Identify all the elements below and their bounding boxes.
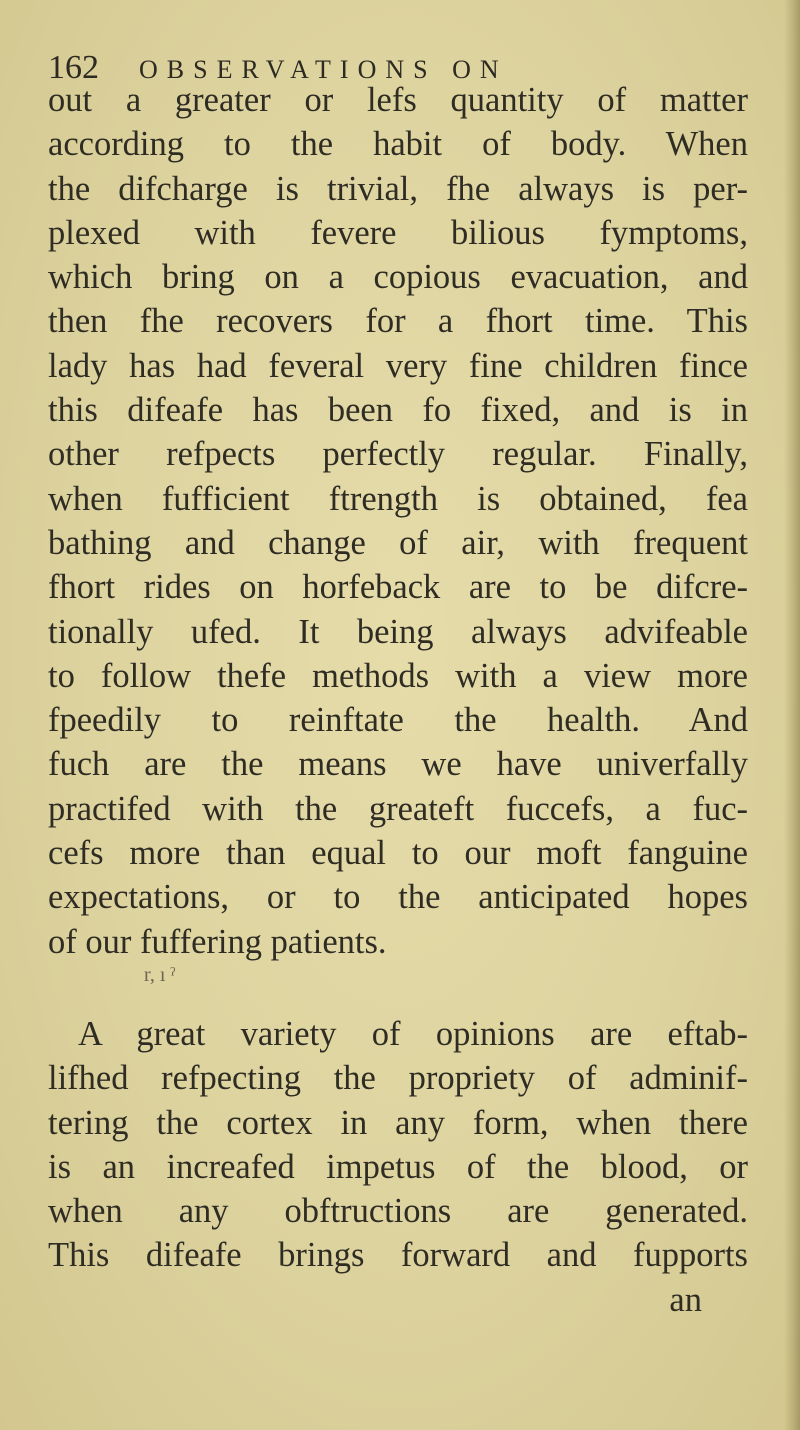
text-line: lifhed refpecting the propriety of adminif-	[48, 1059, 748, 1098]
text-line: out a greater or lefs quantity of matter	[48, 81, 748, 119]
text-line: bathing and change of air, with frequent	[48, 523, 748, 562]
text-line: practifed with the greateft fuccefs, a fuc-	[48, 789, 748, 828]
page-number: 162	[48, 49, 99, 86]
text-line: fpeedily to reinftate the health. And	[48, 701, 748, 740]
text-line: is an increafed impetus of the blood, or	[48, 1147, 748, 1186]
text-line: This difeafe brings forward and fupports	[48, 1236, 748, 1275]
text-line: tering the cortex in any form, when there	[48, 1103, 748, 1142]
text-line: when any obftructions are generated.	[48, 1192, 748, 1231]
text-line: A great variety of opinions are eftab-	[78, 1014, 748, 1053]
text-line: fhort rides on horfeback are to be difcre-	[48, 568, 748, 607]
catchword: an	[669, 1280, 702, 1319]
running-head: OBSERVATIONS ON	[139, 55, 508, 84]
text-line: which bring on a copious evacuation, and	[48, 258, 748, 297]
paragraph-2	[48, 1012, 748, 1322]
paragraph-1	[48, 78, 748, 964]
text-line: when fufficient ftrength is obtained, fea	[48, 479, 748, 518]
text-line: according to the habit of body. When	[48, 125, 748, 164]
text-line: expectations, or to the anticipated hopes	[48, 878, 748, 917]
text-line: the difcharge is trivial, fhe always is per-	[48, 169, 748, 208]
body-text	[48, 78, 748, 1322]
text-line: to follow thefe methods with a view more	[48, 656, 748, 695]
paragraph-gap	[48, 964, 748, 1012]
text-line: lady has had feveral very fine children fince	[48, 346, 748, 385]
page-edge-shadow	[784, 0, 800, 1430]
text-line: then fhe recovers for a fhort time. This	[48, 302, 748, 341]
text-line: tionally ufed. It being always advifeable	[48, 612, 748, 651]
text-line: fuch are the means we have univerfally	[48, 745, 748, 784]
text-line: of our fuffering patients.	[48, 922, 387, 961]
text-line: other refpects perfectly regular. Finally,	[48, 435, 748, 474]
text-line: cefs more than equal to our moft fanguine	[48, 834, 748, 873]
text-line: plexed with fevere bilious fymptoms,	[48, 213, 748, 252]
stray-ink-mark: r, ı ˀ	[144, 963, 176, 986]
text-line: this difeafe has been fo fixed, and is in	[48, 391, 748, 430]
